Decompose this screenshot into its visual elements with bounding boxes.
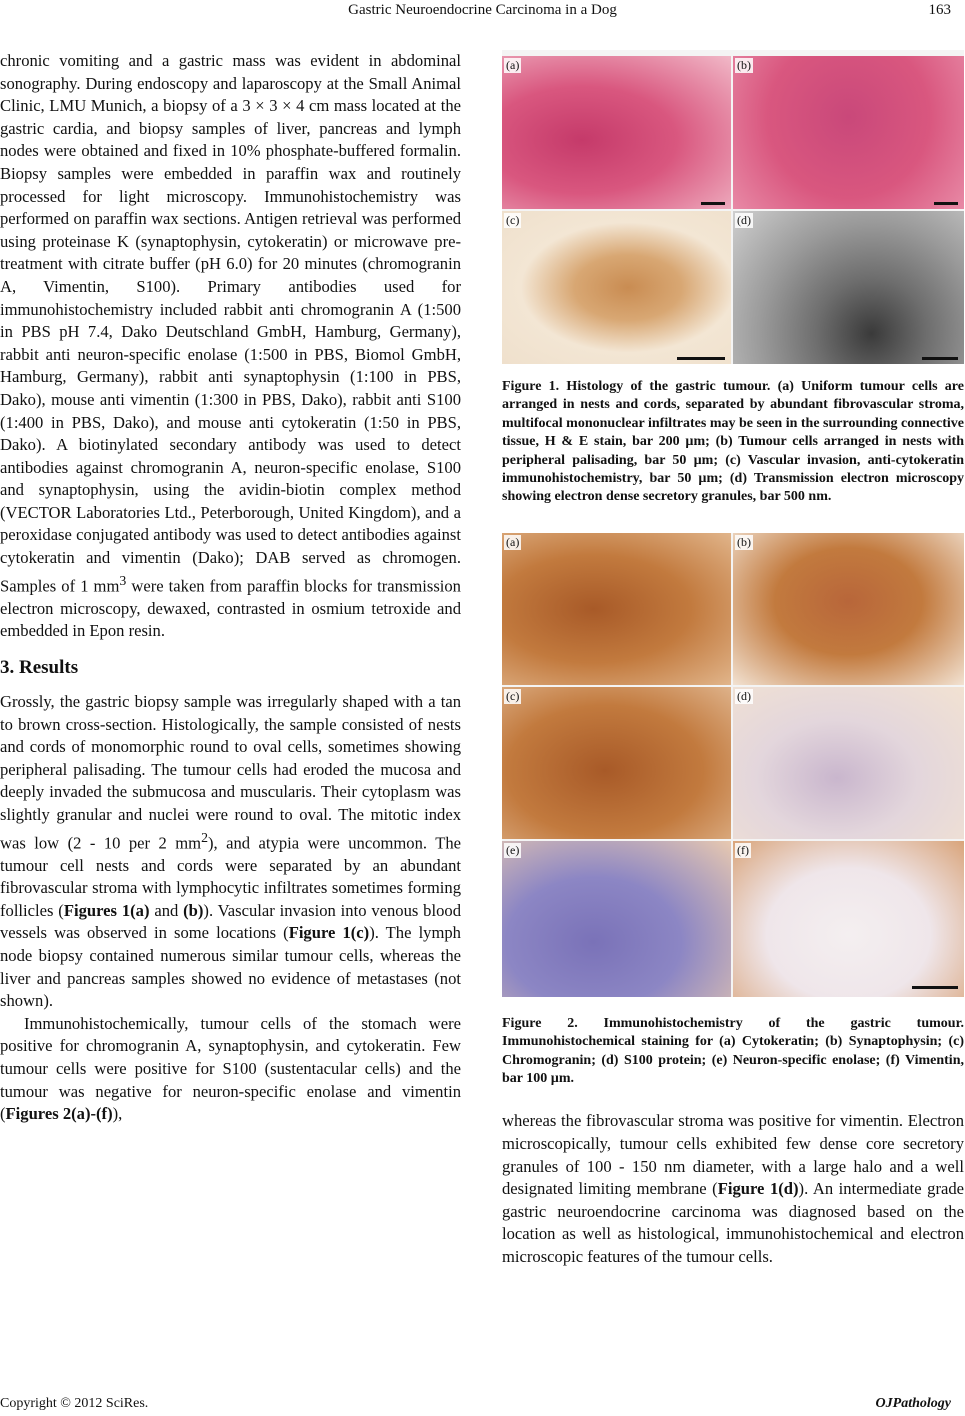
panel-label: (b) bbox=[737, 534, 751, 549]
methods-text-end: were taken from paraffin blocks for transmission electron microscopy, dewaxed, contrasted in osmium tetroxide and embedded in Epon resin. bbox=[0, 576, 461, 641]
section-heading-results: 3. Results bbox=[0, 656, 79, 678]
methods-paragraph bbox=[0, 50, 461, 643]
left-column bbox=[0, 50, 461, 1126]
panel-label: (b) bbox=[737, 58, 751, 72]
figure-1-caption: Figure 1. Histology of the gastric tumour. (a) Uniform tumour cells are arranged in nests and cords, separated by abundant fibrovascular stroma, multifocal mononuclear infiltrates may be seen in the surrounding connective tissue, H & E stain, bar 200 µm; (b) Tumour cells arranged in nests with peripheral palisading, bar 50 µm; (c) Vascular invasion, anti-cytokeratin immunohistochemistry, bar 50 µm; (d) Transmission electron microscopy showing electron dense secretory granules, bar 500 nm. bbox=[502, 379, 964, 505]
figure-2f-micrograph bbox=[733, 841, 964, 997]
results-text: ). Vascular invasion into venous blood vessels was observed in some locations ( bbox=[0, 900, 461, 943]
figure-reference[interactable]: Figures 1(a) bbox=[63, 900, 150, 920]
superscript: 2 bbox=[201, 829, 209, 845]
panel-label: (e) bbox=[506, 842, 520, 857]
panel-label: (a) bbox=[506, 58, 520, 72]
ihc-paragraph bbox=[0, 1013, 461, 1126]
superscript: 3 bbox=[119, 572, 127, 588]
figure-1a-micrograph bbox=[502, 56, 731, 209]
results-text: ), and atypia were uncommon. The tumour cell nests and cords were separated by an abundant fibrovascular stroma with lymphocytic infiltrates sometimes forming follicles ( bbox=[0, 833, 461, 920]
results-paragraph bbox=[0, 691, 461, 1013]
panel-label: (d) bbox=[737, 688, 751, 703]
figure-2d-micrograph bbox=[733, 687, 964, 839]
panel-label: (f) bbox=[737, 842, 749, 857]
panel-label: (c) bbox=[506, 213, 520, 227]
discussion-paragraph bbox=[502, 1110, 964, 1268]
figure-1 bbox=[502, 50, 964, 364]
figure-2c-micrograph bbox=[502, 687, 731, 839]
right-column bbox=[502, 50, 964, 1269]
figure-2 bbox=[502, 533, 964, 997]
figure-2b-micrograph bbox=[733, 533, 964, 685]
results-text: Grossly, the gastric biopsy sample was irregularly shaped with a tan to brown cross-section. Histologically, the sample consisted of nests and cords of monomorphic round to oval cells, sometimes showing peripheral palisading. The tumour cells had eroded the mucosa and deeply invaded the submucosa and muscularis. Their cytoplasm was slightly granular and nuclei were round to oval. The mitotic index was low (2 - 10 per 2 mm bbox=[0, 691, 461, 853]
copyright-text: Copyright © 2012 SciRes. bbox=[0, 1396, 149, 1411]
ihc-text: Immunohistochemically, tumour cells of the stomach were positive for chromogranin A, synaptophysin, and cytokeratin. Few tumour cells were positive for S100 (sustentacular cells) and the tumour was negative for neuron-specific enolase and vimentin ( bbox=[0, 1013, 461, 1124]
discussion-text: ). An intermediate grade gastric neuroendocrine carcinoma was diagnosed based on the location as well as histological, immunohistochemical and electron microscopic features of the tumour cells. bbox=[502, 1179, 965, 1267]
figure-2e-micrograph bbox=[502, 841, 731, 997]
results-text: and bbox=[149, 900, 184, 920]
ihc-text: ), bbox=[112, 1104, 123, 1124]
scale-bar bbox=[922, 357, 958, 360]
scale-bar bbox=[912, 986, 958, 989]
panel-label: (c) bbox=[506, 688, 520, 703]
figure-reference[interactable]: Figures 2(a)-(f) bbox=[5, 1104, 113, 1124]
figure-2-caption: Figure 2. Immunohistochemistry of the gastric tumour. Immunohistochemical staining for (a) Cytokeratin; (b) Synaptophysin; (c) Chromogranin; (d) S100 protein; (e) Neuron-specific enolase; (f) Vimentin, bar 100 µm. bbox=[502, 1015, 964, 1087]
scale-bar bbox=[677, 357, 725, 360]
scale-bar bbox=[701, 202, 725, 205]
running-title: Gastric Neuroendocrine Carcinoma in a Dog bbox=[348, 2, 617, 18]
methods-text: chronic vomiting and a gastric mass was evident in abdominal sonography. During endoscopy and laparoscopy at the Small Animal Clinic, LMU Munich, a biopsy of a 3 × 3 × 4 cm mass located at the gastric cardia, and biopsy samples of liver, pancreas and lymph nodes were obtained and fixed in 10% phosphate-buffered formalin. Biopsy samples were embedded in paraffin wax and routinely processed for light microscopy. Immunohistochemistry was performed on paraffin wax sections. Antigen retrieval was performed using proteinase K (synaptophysin, cytokeratin) or microwave pre-treatment with citrate buffer (pH 6.0) for 20 minutes (chromogranin A, Vimentin, S100). Primary antibodies used for immunohistochemistry included rabbit anti chromogranin A (1:500 in PBS pH 7.4, Dako Deutschland GmbH, Hamburg, Germany), rabbit anti neuron-specific enolase (1:500 in PBS, Biomol GmbH, Hamburg, Germany), rabbit anti synaptophysin (1:100 in PBS, Dako), mouse anti vimentin (1:300 in PBS, Dako), rabbit anti S100 (1:400 in PBS, Dako), and mouse anti cytokeratin (1:50 in PBS, Dako). A biotinylated secondary antibody was used to detect antibodies against chromogranin A, neuron-specific enolase, S100 and synaptophysin, using the avidin-biotin complex method (VECTOR Laboratories Ltd., Peterborough, United Kingdom), and a peroxidase conjugated antibody was used to detect antibodies against cytokeratin and vimentin (Dako); DAB served as chromogen. Samples of 1 mm bbox=[0, 51, 461, 596]
figure-1c-micrograph bbox=[502, 211, 731, 364]
scale-bar bbox=[934, 202, 958, 205]
journal-name: OJPathology bbox=[875, 1396, 951, 1411]
page-number: 163 bbox=[928, 2, 951, 18]
figure-2a-micrograph bbox=[502, 533, 731, 685]
figure-reference[interactable]: Figure 1(d) bbox=[717, 1179, 799, 1199]
figure-1b-micrograph bbox=[733, 56, 964, 209]
panel-label: (d) bbox=[737, 213, 751, 227]
results-text: ). The lymph node biopsy contained numerous similar tumour cells, whereas the liver and pancreas samples showed no evidence of metastases (not shown). bbox=[0, 923, 461, 1011]
panel-label: (a) bbox=[506, 534, 520, 549]
figure-reference[interactable]: Figure 1(c) bbox=[288, 923, 370, 943]
figure-reference[interactable]: (b) bbox=[183, 900, 204, 920]
discussion-text: whereas the fibrovascular stroma was positive for vimentin. Electron microscopically, tumour cells exhibited few dense core secretory granules of 100 - 150 nm diameter, with a large halo and a well designated limiting membrane ( bbox=[502, 1111, 964, 1199]
figure-1d-micrograph bbox=[733, 211, 964, 364]
page-header bbox=[0, 0, 965, 22]
